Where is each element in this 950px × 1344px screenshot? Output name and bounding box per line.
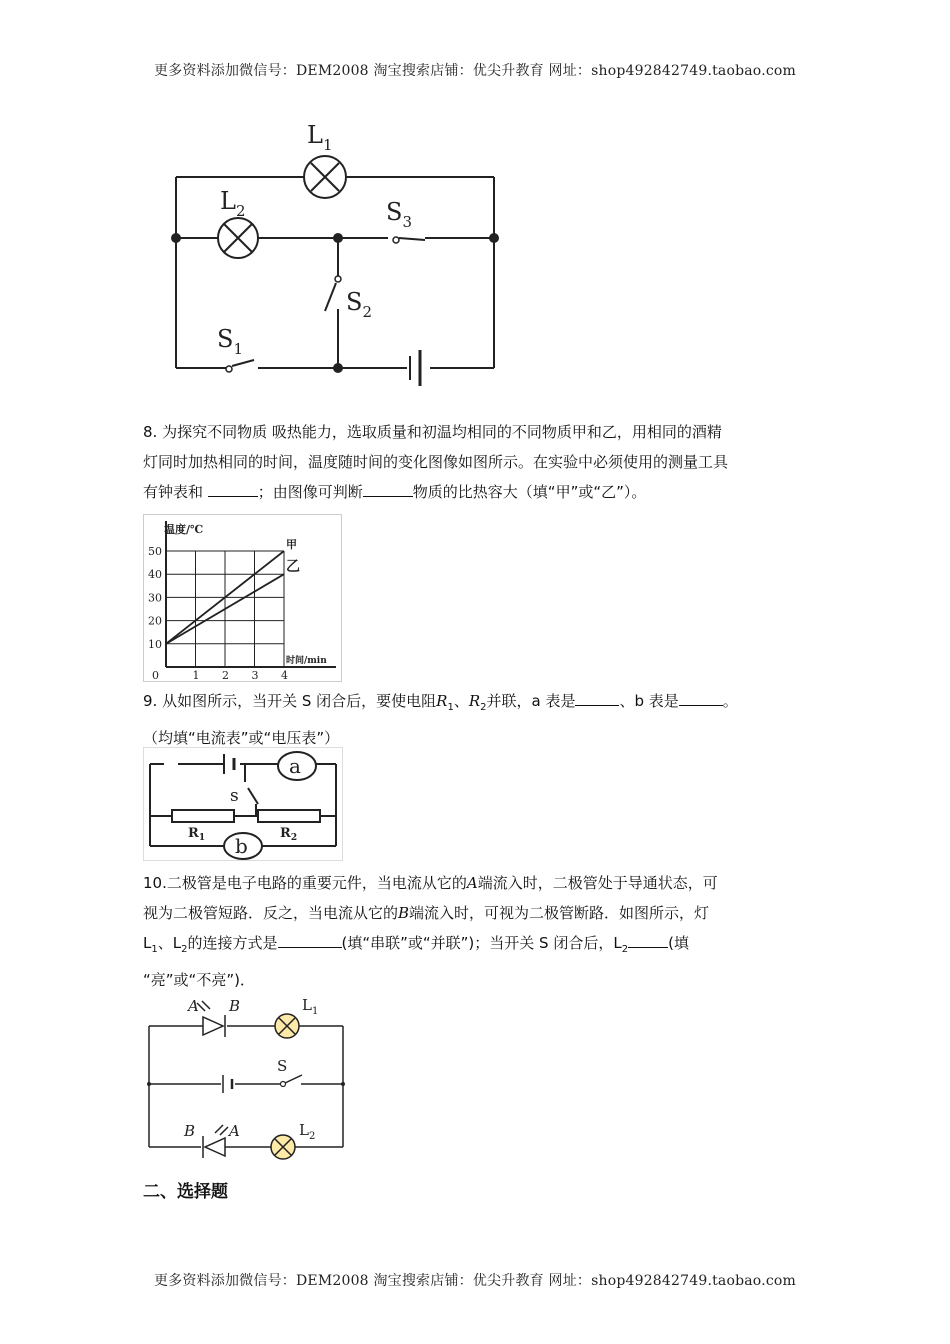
lamp-l1: [304, 156, 346, 198]
chart-y-axis-label: 温度/℃: [164, 523, 204, 536]
diode-bottom: [203, 1125, 228, 1158]
label-l2: $L_2$: [220, 187, 246, 220]
chart-x-axis-label: 时间/min: [286, 656, 327, 666]
label-l2: $L_2$: [299, 1121, 316, 1142]
label-s3: $S_3$: [386, 198, 412, 231]
answer-blank-10b[interactable]: [628, 931, 668, 948]
chart-x-tick-label: 2: [222, 669, 229, 682]
chart-series-label-2: 乙: [286, 559, 300, 576]
chart-x-tick-label: 3: [251, 669, 259, 682]
chart-y-tick-label: 40: [148, 568, 162, 582]
chart-x-tick-label: 1: [192, 669, 200, 682]
label-r2: $R_2$: [280, 826, 298, 843]
label-a: a: [289, 754, 301, 778]
answer-blank-10a[interactable]: [278, 931, 342, 948]
answer-blank-8a[interactable]: [208, 480, 258, 497]
label-b: b: [235, 834, 248, 858]
chart-y-tick-label: 20: [148, 614, 162, 628]
chart-x-tick-label: 0: [152, 669, 159, 682]
switch-blade: [285, 1075, 302, 1083]
answer-blank-8b[interactable]: [363, 480, 413, 497]
label-s1: $S_1$: [217, 325, 243, 358]
section-title: 二、选择题: [143, 1182, 228, 1202]
circuit-diagram-q9: [143, 747, 343, 861]
page-header: 更多资料添加微信号：DEM2008 淘宝搜索店铺：优尖升教育 网址：shop492842749.taobao.com: [153, 63, 796, 79]
chart-y-tick-label: 50: [148, 545, 162, 558]
lamp-l2: [218, 218, 258, 258]
label-r1: $R_1$: [188, 826, 206, 843]
switch-contact: [281, 1082, 286, 1087]
resistor-r1: [172, 810, 234, 822]
diode-top: [197, 1001, 225, 1037]
circuit-diagram-q10: [143, 995, 353, 1165]
label-s2: $S_2$: [346, 288, 372, 321]
answer-blank-9a[interactable]: [575, 689, 619, 706]
label-l1: $L_1$: [307, 121, 333, 154]
svg-text:B: B: [229, 997, 241, 1015]
question-9: 9. 从如图所示，当开关 S 闭合后，要使电阻$R_1$、$R_2$并联，a 表是 、b 表是 。 （均填“电流表”或“电压表”）: [143, 686, 813, 753]
s3-blade: [399, 238, 425, 240]
lamp-l2: [271, 1135, 295, 1159]
chart-series-label-1: 甲: [286, 538, 297, 551]
chart-x-tick-label: 4: [281, 669, 288, 682]
page-footer: 更多资料添加微信号：DEM2008 淘宝搜索店铺：优尖升教育 网址：shop492842749.taobao.com: [153, 1273, 796, 1289]
label-l1: $L_1$: [302, 996, 319, 1017]
svg-text:S: S: [277, 1057, 288, 1075]
chart-y-tick-label: 10: [148, 637, 162, 651]
question-8: 8. 为探究不同物质 吸热能力，选取质量和初温均相同的不同物质甲和乙，用相同的酒精 灯同时加热相同的时间，温度随时间的变化图像如图所示。在实验中必须使用的测量工具 有钟表和 ；由图像可判断 物质的比热容大（填“甲”或“乙”）。: [143, 423, 729, 501]
svg-text:A: A: [229, 1122, 240, 1140]
chart-y-tick-label: 30: [148, 591, 162, 605]
circuit-diagram-q7: [160, 115, 520, 390]
temperature-time-chart: [143, 514, 342, 682]
answer-blank-9b[interactable]: [679, 689, 723, 706]
svg-text:B: B: [184, 1122, 196, 1140]
lamp-l1: [275, 1014, 299, 1038]
resistor-r2: [258, 810, 320, 822]
question-10: 10.二极管是电子电路的重要元件，当电流从它的A端流入时，二极管处于导通状态，可 视为二极管短路．反之，当电流从它的B端流入时，可视为二极管断路．如图所示，灯 $L_1$、$L_2$的连接方式是 (填“串联”或“并联”)；当开关 S 闭合后，$L_2$ (填 “亮”或“不亮”)．: [143, 874, 718, 989]
label-s: s: [230, 786, 239, 806]
svg-text:A: A: [188, 997, 199, 1015]
